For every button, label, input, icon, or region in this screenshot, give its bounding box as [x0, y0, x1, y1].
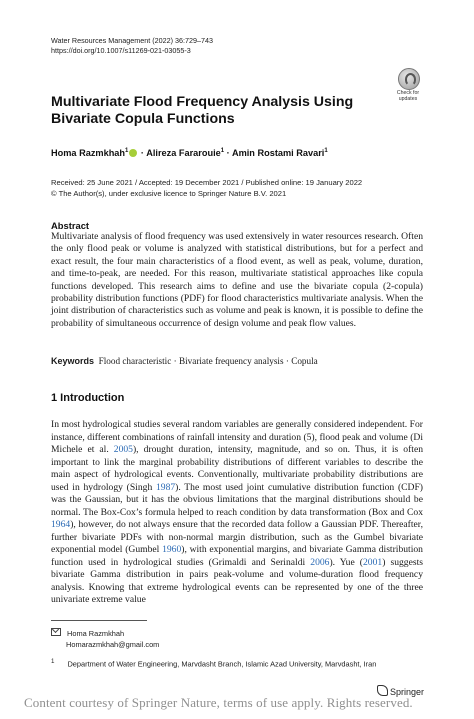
affiliation-footnote — [51, 658, 376, 668]
publication-history — [51, 178, 362, 199]
badge-line2: updates — [398, 96, 418, 102]
keywords-label: Keywords — [51, 356, 95, 366]
citation-link[interactable]: 1987 — [155, 481, 176, 493]
citation-link[interactable]: 2006 — [310, 556, 330, 568]
badge-line1: Check for — [396, 90, 420, 96]
intro-paragraph: In most hydrological studies several random variables are generally considered independent. For instance, different combinations of rainfall intensity and duration (5), flood peak and volume (Di Michele et al. 2005), drought duration, intensity, magnitude, and so on. Thus, it is often important to link the marginal probability distributions of different variables to describe the main aspect of hydrological events. Conventionally, multivariate probability distributions are used in hydrology (Singh 1987). The most used joint cumulative distribution function (CDF) was the Gaussian, but it has the obvious limitations that the marginal distributions should be normal. The Box-Cox’s formula helped to reach condition by data transformation (Box and Cox 1964), however, do not always ensure that the recorded data follow a Gaussian PDF. Thereafter, further bivariate PDFs with non-normal margin distribution, such as the Gumbel bivariate exponential model (Gumbel 1960), with exponential margins, and bivariate Gamma distribution function used in hydrological studies (Grimaldi and Serinaldi 2006). Yue (2001) suggests bivariate Gamma distribution in pairs peak-volume and volume-duration flood frequency analysis. Knowing that extreme hydrological events can be represented by one of the three univariate extreme value — [51, 419, 423, 605]
journal-citation: Water Resources Management (2022) 36:729–743 — [51, 36, 213, 45]
citation-link[interactable]: 2001 — [363, 556, 383, 568]
citation-link[interactable]: 1964 — [51, 519, 71, 530]
envelope-icon — [51, 628, 61, 636]
corresponding-author — [51, 628, 159, 650]
affiliation-number: 1 — [51, 658, 55, 665]
keywords-text: Flood characteristic · Bivariate frequency analysis · Copula — [98, 356, 318, 366]
keywords — [51, 356, 318, 366]
check-for-updates-icon — [398, 68, 420, 90]
author-name[interactable]: Amin Rostami Ravari — [231, 148, 325, 159]
author-affiliation-mark: 1 — [125, 148, 129, 154]
courtesy-notice: Content courtesy of Springer Nature, terms of use apply. Rights reserved. — [24, 695, 413, 710]
citation-link[interactable]: 1960 — [162, 544, 182, 555]
doi-link[interactable]: https://doi.org/10.1007/s11269-021-03055-3 — [51, 46, 191, 55]
contact-email[interactable]: Homarazmkhah@gmail.com — [66, 639, 160, 649]
paper-title: Multivariate Flood Frequency Analysis Using Bivariate Copula Functions — [51, 94, 354, 127]
contact-name: Homa Razmkhah — [67, 629, 125, 638]
author-name[interactable]: Homa Razmkhah — [51, 148, 126, 159]
author-list: Homa Razmkhah$^1$ · Alireza Fararouie$^1$ · Amin Rostami Ravari$^1$ — [51, 148, 328, 159]
affiliation-text: Department of Water Engineering, Marvdasht Branch, Islamic Azad University, Marvdasht, Iran — [67, 659, 377, 669]
abstract-text: Multivariate analysis of flood frequency was used extensively in water resources research. Often the only flood peak or volume is analyzed with statistical distributions, but for a perfect and exact result, the four main characteristics of a flood event, as well as peak, volume, duration, and time-to-peak, are needed. For this reason, multivariate statistical approaches like copula functions developed. This research aims to define and use the bivariate copula (2-copula) probability distribution functions (PDF) for flood characteristics multivariate analysis. When the joint distribution of characteristics such as volume and peak is known, it is possible to define the probability of simultaneous occurrence of design volume and peak flow values. — [51, 231, 423, 329]
citation-link[interactable]: 2005 — [113, 444, 133, 455]
check-for-updates-badge[interactable] — [391, 68, 425, 104]
history-dates: Received: 25 June 2021 / Accepted: 19 December 2021 / Published online: 19 January 2022 — [51, 178, 363, 187]
author-affiliation-mark: 1 — [324, 148, 328, 154]
author-name[interactable]: Alireza Fararouie — [146, 148, 221, 159]
orcid-icon[interactable] — [129, 149, 137, 157]
copyright-line: © The Author(s), under exclusive licence to Springer Nature B.V. 2021 — [51, 188, 287, 198]
abstract-heading: Abstract — [51, 220, 90, 231]
footnote-divider — [51, 620, 147, 621]
journal-header — [51, 36, 213, 56]
section-heading: 1 Introduction — [51, 392, 125, 404]
publisher-name: Springer — [390, 687, 425, 697]
author-affiliation-mark: 1 — [220, 148, 225, 154]
